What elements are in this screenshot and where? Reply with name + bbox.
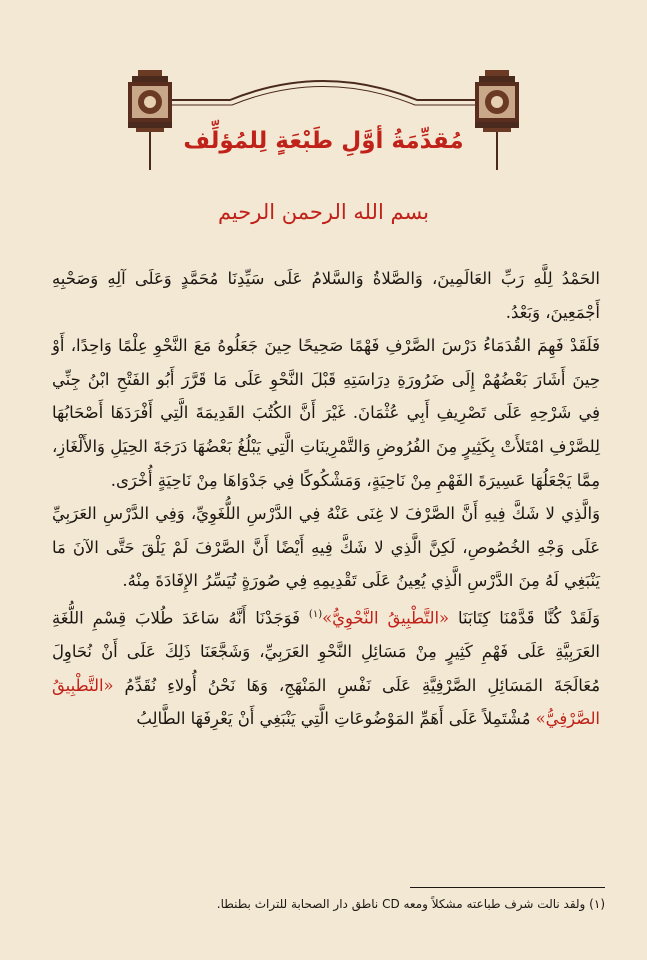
footnote-marker: (١) xyxy=(308,608,323,620)
footnote-divider xyxy=(410,887,605,888)
paragraph-4-end: مُشْتَمِلاً عَلَى أَهَمِّ المَوْضُوعَاتِ الَّتِي يَنْبَغِي أَنْ يَعْرِفَهَا الطَّالِبُ xyxy=(136,709,536,729)
right-ornament-icon xyxy=(475,70,519,132)
book-title-nahw: «التَّطْبِيقُ النَّحْوِيُّ» xyxy=(322,608,450,628)
arch-frame-outer xyxy=(150,81,497,110)
footnote: (١) ولقد نالت شرف طباعته مشكلاً ومعه CD ناطق دار الصحابة للتراث بطنطا. xyxy=(216,897,605,911)
paragraph-4 xyxy=(52,598,600,736)
paragraph-3: وَالَّذِي لا شَكَّ فِيهِ أَنَّ الصَّرْفَ لا غِنَى عَنْهُ فِي الدَّرْسِ اللُّغَوِيِّ، وَفِي الدَّرْسِ العَرَبِيِّ عَلَى وَجْهِ الخُصُوصِ، لَكِنَّ الَّذِي لا شَكَّ فِيهِ أَيْضًا أَنَّ الصَّرْفَ لَمْ يَلْقَ حَتَّى الآنَ مَا يَنْبَغِي لَهُ مِنَ الدَّرْسِ الَّذِي يُعِينُ عَلَى تَقْدِيمِهِ فِي صُورَةٍ تُيَسِّرُ الإِفَادَةَ مِنْهُ. xyxy=(52,504,600,591)
book-title-sarf: «التَّطْبِيقُ الصَّرْفِيُّ» xyxy=(52,675,600,729)
paragraph-4-middle: فَوَجَدْنَا أَنَّهُ سَاعَدَ طُلابَ قِسْمِ اللُّغَةِ العَرَبِيَّةِ عَلَى فَهْمِ كَثِيرٍ مِنْ مَسَائِلِ النَّحْوِ العَرَبِيِّ، وَشَجَّعَنَا ذَلِكَ عَلَى أَنْ نُحَاوِلَ مُعَالَجَةَ المَسَائِلِ الصَّرْفِيَّةِ عَلَى نَفْسِ المَنْهَجِ، وَهَا نَحْنُ أُولاءِ نُقَدِّمُ xyxy=(52,608,600,695)
paragraph-1: الحَمْدُ لِلَّهِ رَبِّ العَالَمِينَ، وَالصَّلاةُ وَالسَّلامُ عَلَى سَيِّدِنَا مُحَمَّدٍ وَعَلَى آلِهِ وَصَحْبِهِ أَجْمَعِينَ، وَبَعْدُ. xyxy=(52,269,600,322)
arch-frame-inner xyxy=(150,87,497,106)
paragraph-2: فَلَقَدْ فَهِمَ القُدَمَاءُ دَرْسَ الصَّرْفِ فَهْمًا صَحِيحًا حِينَ جَعَلُوهُ مَعَ النَّحْوِ عِلْمًا وَاحِدًا، أَوْ حِينَ أَشَارَ بَعْضُهُمْ إِلَى ضَرُورَةِ دِرَاسَتِهِ قَبْلَ النَّحْوِ عَلَى مَا قَرَّرَ أَبُو الفَتْحِ ابْنُ جِنِّي فِي شَرْحِهِ عَلَى تَصْرِيفِ أَبِي عُثْمَانَ. غَيْرَ أَنَّ الكُتُبَ القَدِيمَةَ الَّتِي أَفْرَدَهَا أَصْحَابُهَا لِلصَّرْفِ امْتَلأَتْ بِكَثِيرٍ مِنَ الفُرُوضِ وَالتَّمْرِينَاتِ الَّتِي يَبْلُغُ بَعْضُهَا دَرَجَةَ الحِيَلِ وَالأَلْغَازِ، مِمَّا يَجْعَلُهَا عَسِيرَةَ الفَهْمِ مِنْ نَاحِيَةٍ، وَمَشْكُوكًا فِي جَدْوَاهَا مِنْ نَاحِيَةٍ أُخْرَى. xyxy=(52,336,600,490)
page-title: مُقدِّمَةُ أوَّلِ طَبْعَةٍ لِلمُؤلِّف xyxy=(183,128,464,154)
body-text xyxy=(52,262,600,736)
basmala-calligraphy: بسم الله الرحمن الرحيم xyxy=(217,200,430,224)
left-ornament-icon xyxy=(128,70,172,132)
paragraph-4-start: وَلَقَدْ كُنَّا قَدَّمْنَا كِتَابَنَا xyxy=(449,608,600,628)
